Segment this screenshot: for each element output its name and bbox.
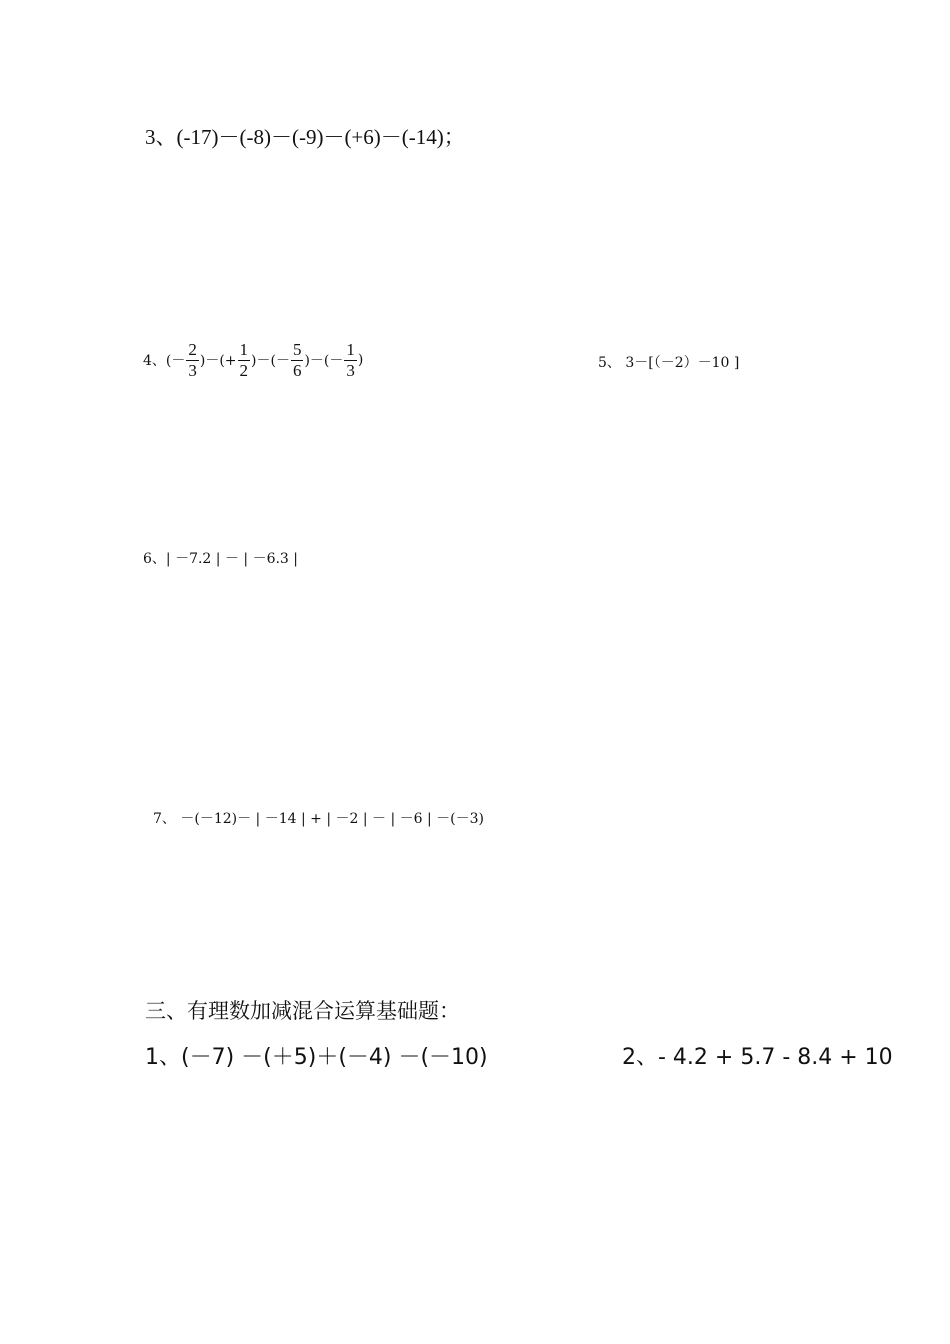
fraction-4	[344, 341, 357, 380]
fraction-numerator: 1	[239, 340, 249, 359]
fraction-3	[291, 341, 304, 380]
problem-4-mid-1: )－(+	[199, 353, 237, 370]
problem-4	[143, 341, 363, 380]
fraction-numerator: 2	[188, 340, 197, 359]
problem-5: 5、 3－[（－2）－10 ]	[598, 355, 740, 371]
problem-6: 6、| －7.2 | － | －6.3 |	[143, 551, 299, 567]
fraction-denominator: 6	[292, 360, 302, 380]
fraction-2	[238, 341, 251, 380]
problem-4-suffix: )	[357, 352, 364, 369]
problem-3: 3、(-17)－(-8)－(-9)－(+6)－(-14)；	[145, 125, 465, 149]
fraction-1	[186, 341, 199, 380]
problem-4-prefix: 4、(－	[143, 353, 186, 370]
problem-4-mid-3: )－(－	[304, 353, 344, 370]
section-3-heading: 三、有理数加减混合运算基础题：	[145, 999, 460, 1023]
fraction-denominator: 3	[188, 360, 197, 380]
fraction-numerator: 5	[292, 340, 302, 359]
problem-4-mid-2: )－(－	[251, 353, 290, 370]
section-3-question-2: 2、- 4.2 + 5.7 - 8.4 + 10	[622, 1045, 893, 1070]
fraction-denominator: 2	[239, 360, 249, 380]
problem-7: 7、 －(－12)－ | －14 | + | －2 | － | －6 | －(－3)	[153, 811, 484, 827]
section-3-question-1: 1、(－7) －(＋5)＋(－4) －(－10)	[145, 1045, 488, 1070]
fraction-denominator: 3	[346, 360, 355, 380]
fraction-numerator: 1	[346, 340, 355, 359]
